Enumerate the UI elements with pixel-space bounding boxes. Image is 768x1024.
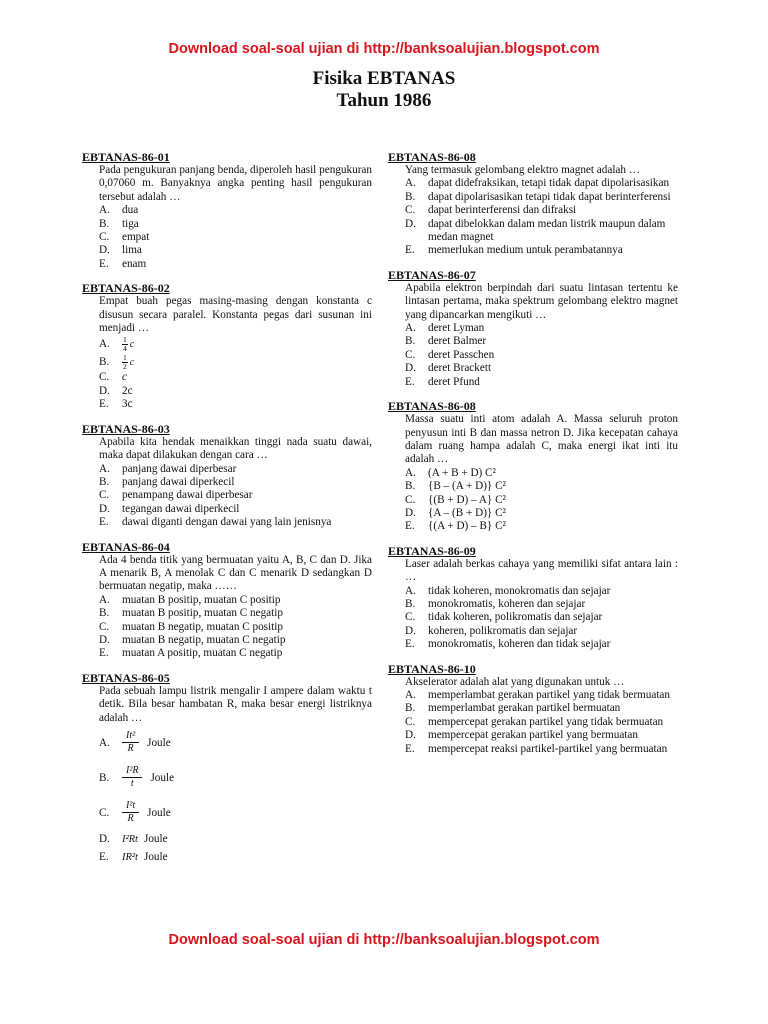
- option-list: [82, 335, 372, 411]
- option: A. panjang dawai diperbesar: [99, 462, 237, 475]
- question-text: Empat buah pegas masing-masing dengan konstanta c disusun secara paralel. Konstanta pegas dari susunan ini menjadi …: [99, 295, 372, 335]
- question-text: Pada pengukuran panjang benda, diperoleh hasil pengukuran 0,07060 m. Banyaknya angka penting hasil pengukuran tersebut adalah …: [99, 164, 372, 203]
- left-column: [82, 151, 372, 877]
- option-list: [82, 204, 372, 271]
- option: E. {(A + D) – B} C²: [405, 520, 506, 533]
- question-86-08-a: [388, 151, 678, 258]
- option: A. tidak koheren, monokromatis dan sejajar: [405, 584, 611, 597]
- option: A. (A + B + D) C²: [405, 466, 496, 479]
- question-86-08-b: [388, 400, 678, 534]
- option-list: [388, 585, 678, 652]
- option: C. mempercepat gerakan partikel yang tidak bermuatan: [405, 715, 664, 728]
- option: B. tiga: [99, 217, 139, 230]
- download-banner-bottom[interactable]: Download soal-soal ujian di http://banksoalujian.blogspot.com: [168, 932, 600, 948]
- question-code: EBTANAS-86-03: [82, 421, 170, 436]
- option: D. tegangan dawai diperkecil: [99, 502, 240, 515]
- option: E. 3c: [99, 398, 133, 411]
- option: E. deret Pfund: [405, 375, 480, 388]
- option: C. deret Passchen: [405, 348, 495, 361]
- option: D. koheren, polikromatis dan sejajar: [405, 624, 578, 637]
- option: B. {B – (A + D)} C²: [405, 480, 506, 493]
- right-column: [388, 151, 678, 767]
- option: C. empat: [99, 231, 150, 244]
- option: E. muatan A positip, muatan C negatip: [99, 647, 283, 660]
- option: D. muatan B negatip, muatan C negatip: [99, 633, 286, 646]
- question-text: Yang termasuk gelombang elektro magnet adalah …: [405, 164, 640, 176]
- option: E. dawai diganti dengan dawai yang lain jenisnya: [99, 516, 332, 529]
- option: C. penampang dawai diperbesar: [99, 489, 253, 502]
- question-code: EBTANAS-86-04: [82, 539, 170, 554]
- option-list: [82, 725, 372, 866]
- option-equation: C. $\frac{\text{I²t}}{R}$ Joule: [99, 800, 171, 824]
- page-title: Fisika EBTANAS: [312, 68, 456, 89]
- question-text: Akselerator adalah alat yang digunakan untuk …: [405, 675, 625, 688]
- option-list: [82, 594, 372, 661]
- question-code: EBTANAS-86-09: [388, 543, 476, 558]
- question-86-09: [388, 545, 678, 652]
- option-list: [388, 322, 678, 389]
- option-list: [388, 177, 678, 257]
- option: A. dapat didefraksikan, tetapi tidak dapat dipolarisasikan: [405, 177, 670, 190]
- option-list: [82, 463, 372, 530]
- option-equation: D. I²Rt Joule: [99, 833, 168, 845]
- download-banner-top[interactable]: Download soal-soal ujian di http://banksoalujian.blogspot.com: [168, 41, 600, 57]
- fraction: $\frac{1}{2}$: [123, 352, 127, 371]
- question-text: Apabila kita hendak menaikkan tinggi nada suatu dawai, maka dapat dilakukan dengan cara …: [99, 435, 372, 462]
- option: A. deret Lyman: [405, 322, 485, 335]
- question-86-01: [82, 151, 372, 271]
- option: B. memperlambat gerakan partikel bermuatan: [405, 702, 621, 715]
- question-86-02: [82, 282, 372, 411]
- question-text: Pada sebuah lampu listrik mengalir I ampere dalam waktu t detik. Bila besar hambatan R, maka besar energi listriknya adalah …: [99, 684, 372, 724]
- option: B. muatan B positip, muatan C negatip: [99, 607, 283, 620]
- option: E. monokromatis, koheren dan tidak sejajar: [405, 638, 611, 651]
- option: D. deret Brackett: [405, 362, 492, 375]
- question-code: EBTANAS-86-08: [388, 399, 476, 414]
- question-code: EBTANAS-86-10: [388, 661, 476, 676]
- option-equation: A. $\frac{\text{It²}}{R}$ Joule: [99, 730, 171, 754]
- question-86-03: [82, 423, 372, 530]
- option: B. deret Balmer: [405, 335, 487, 348]
- fraction: $\frac{\text{I²t}}{R}$: [122, 800, 139, 825]
- option: D. {A – (B + D)} C²: [405, 506, 506, 519]
- option: A. dua: [99, 204, 139, 217]
- fraction: $\frac{\text{It²}}{R}$: [122, 730, 139, 755]
- option: E. memerlukan medium untuk perambatannya: [405, 244, 623, 257]
- question-86-05: [82, 672, 372, 866]
- option-list: [388, 689, 678, 756]
- question-text: Massa suatu inti atom adalah A. Massa seluruh proton penyusun inti B dan massa netron D. Jika kecepatan cahaya dalam ruang hampa adalah C, maka energi ikat inti itu adalah …: [405, 413, 678, 466]
- question-86-04: [82, 541, 372, 661]
- option: D. dapat dibelokkan dalam medan listrik maupun dalam medan magnet: [405, 217, 666, 244]
- option: D. 2c: [99, 384, 133, 397]
- option-equation: E. IR²t Joule: [99, 851, 168, 863]
- option: A. muatan B positip, muatan C positip: [99, 593, 281, 606]
- question-text: Ada 4 benda titik yang bermuatan yaitu A, B, C dan D. Jika A menarik B, A menolak C dan C menarik D sedangkan D bermuatan negatip, maka ……: [99, 553, 372, 593]
- option: C. tidak koheren, polikromatis dan sejajar: [405, 611, 603, 624]
- question-86-10: [388, 663, 678, 756]
- option: C. c: [99, 371, 127, 384]
- question-code: EBTANAS-86-05: [82, 670, 170, 685]
- option: A. memperlambat gerakan partikel yang tidak bermuatan: [405, 689, 670, 701]
- option: D. lima: [99, 244, 142, 257]
- option-equation: B. $\frac{\text{I²R}}{t}$ Joule: [99, 765, 175, 789]
- option: B. panjang dawai diperkecil: [99, 475, 235, 488]
- option: B. dapat dipolarisasikan tetapi tidak dapat berinterferensi: [405, 190, 671, 203]
- fraction: $\frac{\text{I²R}}{t}$: [122, 765, 142, 790]
- fraction: $\frac{1}{4}$: [123, 334, 127, 353]
- question-code: EBTANAS-86-01: [82, 150, 170, 164]
- option: E. enam: [99, 257, 147, 270]
- option-fraction: A. $\frac{1}{4}$ c: [99, 334, 135, 353]
- option: D. mempercepat gerakan partikel yang bermuatan: [405, 729, 638, 742]
- option-fraction: B. $\frac{1}{2}$ c: [99, 352, 135, 371]
- question-text: Laser adalah berkas cahaya yang memiliki sifat antara lain : …: [405, 557, 678, 584]
- option: E. mempercepat reaksi partikel-partikel yang bermuatan: [405, 742, 668, 755]
- page-subtitle: Tahun 1986: [336, 90, 432, 111]
- question-code: EBTANAS-86-02: [82, 281, 170, 296]
- option: B. monokromatis, koheren dan sejajar: [405, 597, 586, 610]
- question-code: EBTANAS-86-08: [388, 150, 476, 164]
- question-text: Apabila elektron berpindah dari suatu lintasan tertentu ke lintasan pertama, maka spektrum gelombang elektro magnet yang dipancarkan mengikuti …: [405, 281, 678, 321]
- question-86-07: [388, 269, 678, 389]
- question-code: EBTANAS-86-07: [388, 267, 476, 282]
- option: C. muatan B negatip, muatan C positip: [99, 620, 283, 633]
- option: C. dapat berinterferensi dan difraksi: [405, 204, 577, 217]
- option: C. {(B + D) – A} C²: [405, 493, 506, 506]
- option-list: [388, 467, 678, 534]
